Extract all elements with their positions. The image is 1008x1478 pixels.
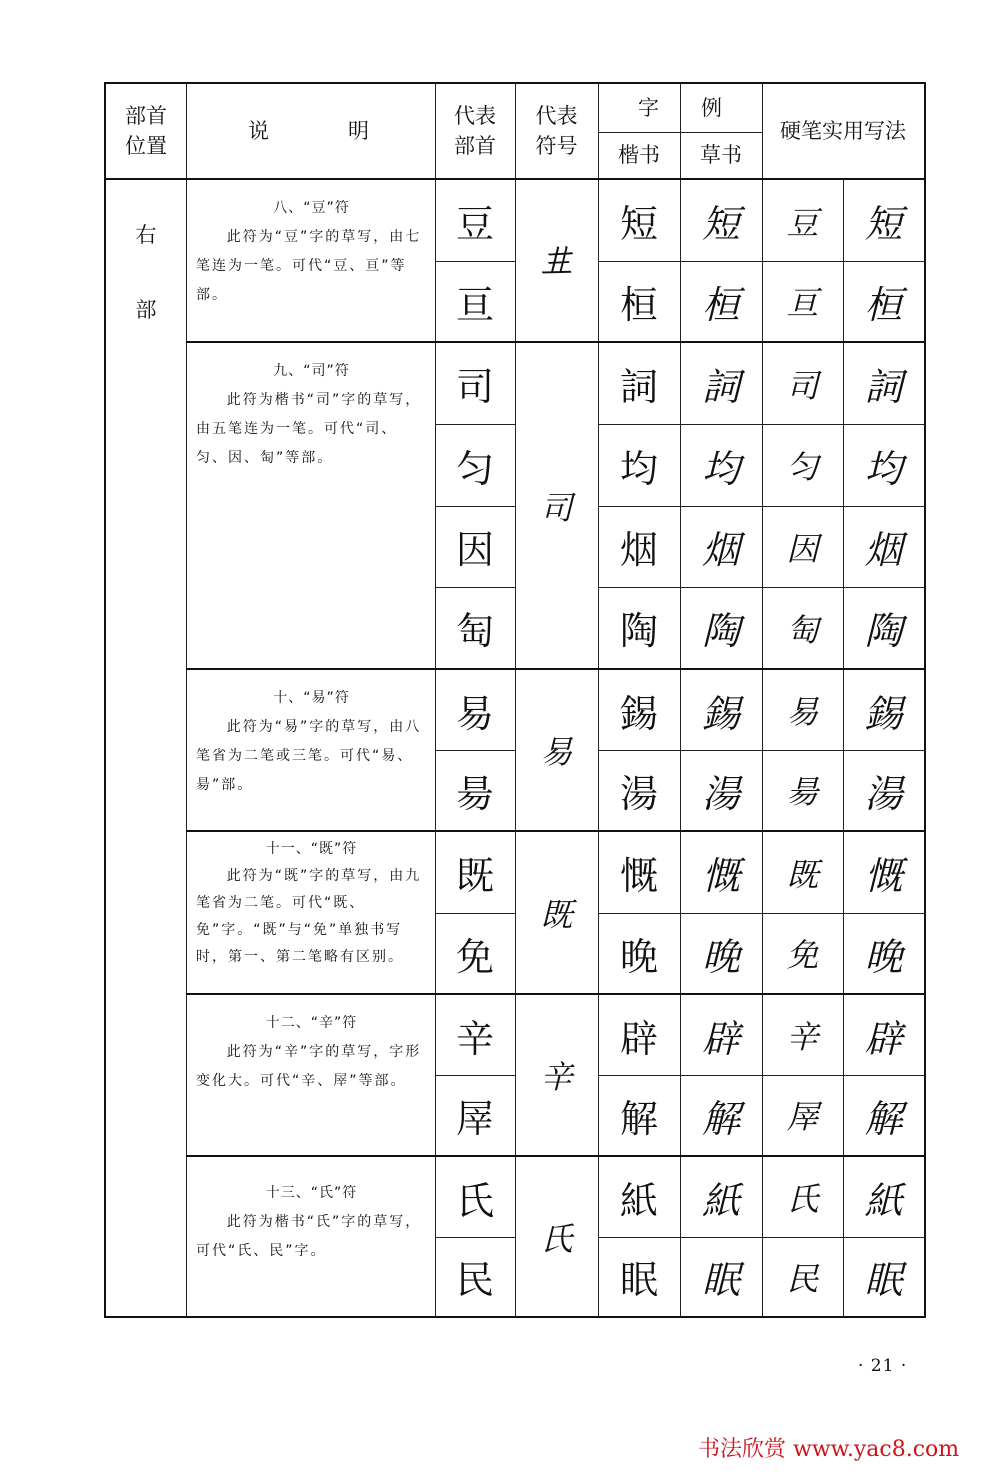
cao-example: 紙 xyxy=(701,1178,740,1223)
position-line1: 右 xyxy=(135,223,157,247)
kai-example: 桓 xyxy=(619,282,658,327)
radical-cell: 亘 xyxy=(455,282,494,327)
cao-example: 烟 xyxy=(701,528,740,572)
kai-example: 詞 xyxy=(619,365,658,409)
watermark: 书法欣赏 www.yac8.com xyxy=(698,1437,960,1462)
pen-radical: 易 xyxy=(786,693,819,731)
group-title: 十二、“辛”符 xyxy=(265,1015,358,1031)
group-title: 十三、“氏”符 xyxy=(265,1185,358,1201)
cao-example: 湯 xyxy=(701,771,740,816)
header-description: 说 明 xyxy=(248,119,373,143)
radical-table xyxy=(104,82,926,1318)
cao-example: 眠 xyxy=(701,1258,740,1302)
header-rep-symbol-line1: 代表 xyxy=(535,104,578,128)
kai-example: 湯 xyxy=(619,771,658,816)
cao-example: 短 xyxy=(701,202,740,246)
cao-example: 均 xyxy=(701,446,740,491)
group-description xyxy=(186,832,435,993)
kai-example: 錫 xyxy=(619,691,658,736)
header-rep-radical-line1: 代表 xyxy=(454,104,496,128)
pen-char: 慨 xyxy=(864,854,903,898)
header-rep-radical-line2: 部首 xyxy=(454,134,496,158)
kai-example: 均 xyxy=(619,446,658,491)
pen-char: 湯 xyxy=(864,771,903,816)
header-rep-radical xyxy=(435,84,515,178)
group-text: 此符为“辛”字的草写，字形变化大。可代“辛、屖”等部。 xyxy=(196,1044,422,1089)
cursive-symbol: 既 xyxy=(540,895,573,934)
kai-example: 短 xyxy=(619,202,658,246)
pen-radical: 司 xyxy=(786,366,819,405)
group-text: 此符为楷书“司”字的草写，由五笔连为一笔。可代“司、匀、因、匋”等部。 xyxy=(196,392,422,466)
radical-cell: 匀 xyxy=(455,446,494,491)
pen-radical: 亘 xyxy=(786,284,819,322)
kai-example: 紙 xyxy=(619,1178,658,1223)
kai-example: 烟 xyxy=(619,528,658,572)
header-examples-cao: 草书 xyxy=(700,143,742,167)
cursive-symbol: 氏 xyxy=(540,1219,573,1258)
pen-char: 桓 xyxy=(864,282,903,327)
group-description xyxy=(186,1157,435,1316)
kai-example: 陶 xyxy=(619,609,658,653)
pen-char: 眠 xyxy=(864,1258,903,1302)
radical-cell: 免 xyxy=(455,934,494,979)
radical-cell: 民 xyxy=(455,1258,494,1302)
kai-example: 解 xyxy=(619,1096,658,1141)
group-text: 此符为“豆”字的草写，由七笔连为一笔。可代“豆、亘”等部。 xyxy=(196,229,422,303)
group-text: 此符为楷书“氏”字的草写，可代“氏、民”字。 xyxy=(196,1214,422,1259)
group-description xyxy=(186,180,435,341)
kai-example: 辟 xyxy=(619,1016,658,1061)
pen-char: 均 xyxy=(864,446,903,491)
cao-example: 錫 xyxy=(701,691,740,736)
cao-example: 陶 xyxy=(701,609,740,653)
group-description xyxy=(186,670,435,830)
kai-example: 慨 xyxy=(619,854,658,898)
pen-radical: 辛 xyxy=(786,1018,819,1056)
radical-cell: 辛 xyxy=(455,1016,494,1061)
radical-cell: 屖 xyxy=(455,1096,494,1141)
pen-radical: 匀 xyxy=(786,448,819,486)
pen-radical: 豆 xyxy=(786,203,819,242)
header-examples-kai: 楷书 xyxy=(618,143,660,167)
cursive-symbol: 司 xyxy=(540,488,573,527)
group-description xyxy=(186,343,435,668)
cao-example: 解 xyxy=(701,1096,740,1141)
radical-cell: 因 xyxy=(455,528,494,572)
group-title: 八、“豆”符 xyxy=(273,200,350,216)
pen-radical: 因 xyxy=(786,529,819,568)
pen-char: 詞 xyxy=(864,365,903,409)
cao-example: 辟 xyxy=(701,1016,740,1061)
group-text: 此符为“易”字的草写，由八笔省为二笔或三笔。可代“易、昜”部。 xyxy=(196,719,422,793)
pen-radical: 屖 xyxy=(786,1098,819,1136)
header-position xyxy=(106,84,186,178)
radical-cell: 豆 xyxy=(455,202,494,246)
pen-radical: 免 xyxy=(786,936,819,974)
cursive-symbol: 易 xyxy=(540,733,573,771)
radical-cell: 既 xyxy=(455,854,494,898)
radical-cell: 氏 xyxy=(455,1178,494,1223)
group-description xyxy=(186,995,435,1155)
pen-char: 錫 xyxy=(864,691,903,736)
radical-cell: 昜 xyxy=(455,771,494,816)
cao-example: 慨 xyxy=(701,854,740,898)
radical-cell: 司 xyxy=(455,365,494,409)
pen-radical: 民 xyxy=(786,1259,819,1298)
pen-radical: 既 xyxy=(786,855,819,894)
pen-char: 短 xyxy=(864,202,903,246)
pen-char: 辟 xyxy=(864,1016,903,1061)
position-line2: 部 xyxy=(135,298,157,322)
pen-char: 烟 xyxy=(864,528,903,572)
header-rep-symbol-line2: 符号 xyxy=(535,134,578,158)
group-title: 十、“易”符 xyxy=(273,690,350,706)
cursive-symbol: 𠀎 xyxy=(540,241,573,280)
cao-example: 詞 xyxy=(701,365,740,409)
pen-radical: 氏 xyxy=(786,1180,819,1218)
page-number: · 21 · xyxy=(858,1356,908,1376)
pen-char: 晚 xyxy=(864,934,903,979)
kai-example: 眠 xyxy=(619,1258,658,1302)
pen-char: 紙 xyxy=(864,1178,903,1223)
pen-radical: 昜 xyxy=(786,773,819,811)
header-position-line1: 部首 xyxy=(125,104,167,128)
group-text: 此符为“既”字的草写，由九笔省为二笔。可代“既、免”字。“既”与“免”单独书写时，第一、第二笔略有区别。 xyxy=(196,868,422,965)
group-title: 十一、“既”符 xyxy=(265,841,358,857)
header-examples: 字 例 xyxy=(638,96,722,120)
group-title: 九、“司”符 xyxy=(273,363,350,379)
header-pen-practical: 硬笔实用写法 xyxy=(780,119,906,143)
pen-radical: 匋 xyxy=(786,610,819,649)
radical-cell: 易 xyxy=(455,691,494,736)
pen-char: 陶 xyxy=(864,609,903,653)
header-rep-symbol xyxy=(515,84,598,178)
cao-example: 桓 xyxy=(701,282,740,327)
pen-char: 解 xyxy=(864,1096,903,1141)
radical-cell: 匋 xyxy=(455,609,494,653)
cursive-symbol: 辛 xyxy=(540,1058,573,1096)
kai-example: 晚 xyxy=(619,934,658,979)
cao-example: 晚 xyxy=(701,934,740,979)
header-position-line2: 位置 xyxy=(125,134,167,158)
